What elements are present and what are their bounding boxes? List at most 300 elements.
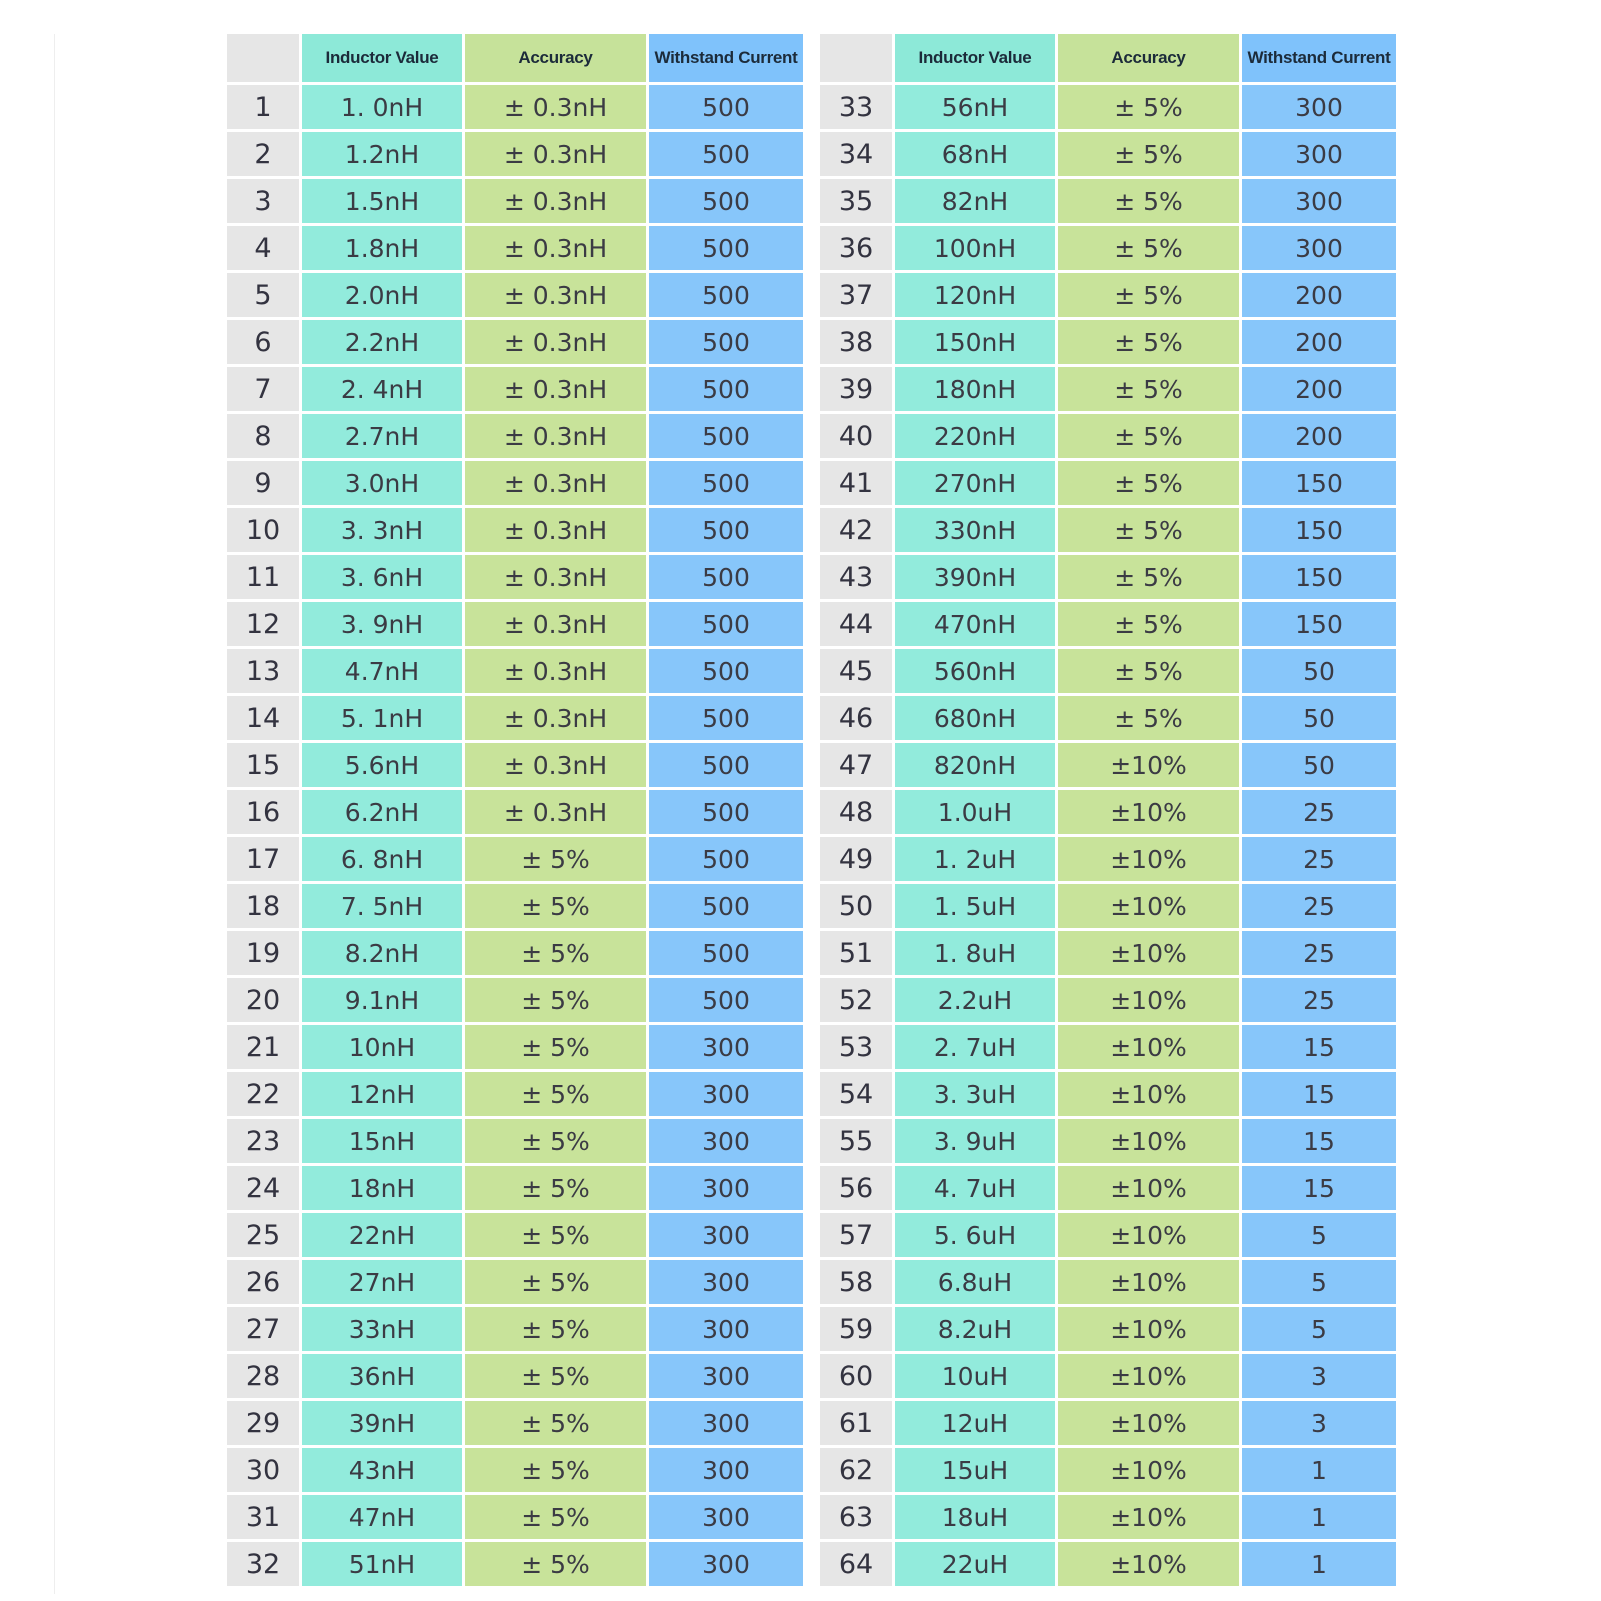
row-index-cell: 47 [820, 743, 892, 790]
inductor-value-cell: 36nH [299, 1354, 462, 1401]
table-row [820, 1448, 1396, 1495]
withstand-current-cell: 500 [646, 461, 803, 508]
withstand-current-cell: 500 [646, 508, 803, 555]
table-row [820, 320, 1396, 367]
row-index-cell: 1 [227, 85, 299, 132]
withstand-current-cell: 25 [1239, 931, 1396, 978]
row-index-cell: 4 [227, 226, 299, 273]
header-accuracy: Accuracy [1055, 34, 1239, 85]
table-row [820, 1401, 1396, 1448]
header-withstand-current: Withstand Current [646, 34, 803, 85]
accuracy-cell: ±10% [1055, 1354, 1239, 1401]
row-index-cell: 28 [227, 1354, 299, 1401]
table-row [820, 931, 1396, 978]
inductor-value-cell: 1.8nH [299, 226, 462, 273]
withstand-current-cell: 500 [646, 649, 803, 696]
table-row [227, 1213, 803, 1260]
accuracy-cell: ± 5% [1055, 649, 1239, 696]
table-row [227, 414, 803, 461]
row-index-cell: 60 [820, 1354, 892, 1401]
withstand-current-cell: 15 [1239, 1166, 1396, 1213]
row-index-cell: 8 [227, 414, 299, 461]
inductor-value-cell: 1. 8uH [892, 931, 1055, 978]
accuracy-cell: ±10% [1055, 1166, 1239, 1213]
table-row [820, 367, 1396, 414]
table-row [227, 508, 803, 555]
table-body-right [820, 85, 1396, 1589]
withstand-current-cell: 500 [646, 179, 803, 226]
accuracy-cell: ± 5% [462, 1072, 646, 1119]
table-row [820, 743, 1396, 790]
row-index-cell: 24 [227, 1166, 299, 1213]
accuracy-cell: ±10% [1055, 1119, 1239, 1166]
row-index-cell: 32 [227, 1542, 299, 1589]
inductor-value-cell: 3. 3nH [299, 508, 462, 555]
withstand-current-cell: 3 [1239, 1354, 1396, 1401]
withstand-current-cell: 5 [1239, 1213, 1396, 1260]
row-index-cell: 25 [227, 1213, 299, 1260]
withstand-current-cell: 500 [646, 931, 803, 978]
table-row [820, 1542, 1396, 1589]
table-row [227, 1166, 803, 1213]
withstand-current-cell: 25 [1239, 790, 1396, 837]
inductor-value-cell: 15uH [892, 1448, 1055, 1495]
withstand-current-cell: 15 [1239, 1119, 1396, 1166]
row-index-cell: 5 [227, 273, 299, 320]
header-inductor-value: Inductor Value [299, 34, 462, 85]
inductor-value-cell: 43nH [299, 1448, 462, 1495]
accuracy-cell: ±10% [1055, 1025, 1239, 1072]
table-row [820, 508, 1396, 555]
table-row [227, 179, 803, 226]
table-row [820, 1260, 1396, 1307]
accuracy-cell: ± 5% [462, 884, 646, 931]
table-row [820, 461, 1396, 508]
table-row [227, 696, 803, 743]
withstand-current-cell: 500 [646, 743, 803, 790]
inductor-value-cell: 2.7nH [299, 414, 462, 461]
inductor-value-cell: 5. 1nH [299, 696, 462, 743]
row-index-cell: 27 [227, 1307, 299, 1354]
inductor-value-cell: 220nH [892, 414, 1055, 461]
accuracy-cell: ± 0.3nH [462, 461, 646, 508]
row-index-cell: 15 [227, 743, 299, 790]
row-index-cell: 37 [820, 273, 892, 320]
withstand-current-cell: 1 [1239, 1542, 1396, 1589]
table-row [820, 555, 1396, 602]
withstand-current-cell: 15 [1239, 1072, 1396, 1119]
table-header-row [227, 34, 803, 85]
table-row [820, 790, 1396, 837]
row-index-cell: 20 [227, 978, 299, 1025]
withstand-current-cell: 1 [1239, 1448, 1396, 1495]
table-row [227, 743, 803, 790]
row-index-cell: 19 [227, 931, 299, 978]
row-index-cell: 35 [820, 179, 892, 226]
table-row [227, 884, 803, 931]
accuracy-cell: ± 5% [462, 1119, 646, 1166]
row-index-cell: 2 [227, 132, 299, 179]
table-row [227, 1495, 803, 1542]
row-index-cell: 45 [820, 649, 892, 696]
withstand-current-cell: 500 [646, 320, 803, 367]
row-index-cell: 55 [820, 1119, 892, 1166]
row-index-cell: 39 [820, 367, 892, 414]
table-row [227, 367, 803, 414]
table-row [227, 85, 803, 132]
row-index-cell: 57 [820, 1213, 892, 1260]
row-index-cell: 30 [227, 1448, 299, 1495]
inductor-value-cell: 12nH [299, 1072, 462, 1119]
row-index-cell: 59 [820, 1307, 892, 1354]
table-row [227, 649, 803, 696]
row-index-cell: 9 [227, 461, 299, 508]
table-row [227, 837, 803, 884]
accuracy-cell: ± 0.3nH [462, 743, 646, 790]
withstand-current-cell: 15 [1239, 1025, 1396, 1072]
inductor-value-cell: 27nH [299, 1260, 462, 1307]
accuracy-cell: ± 5% [1055, 508, 1239, 555]
row-index-cell: 12 [227, 602, 299, 649]
accuracy-cell: ± 5% [1055, 461, 1239, 508]
row-index-cell: 49 [820, 837, 892, 884]
row-index-cell: 64 [820, 1542, 892, 1589]
accuracy-cell: ±10% [1055, 1495, 1239, 1542]
accuracy-cell: ± 5% [462, 1401, 646, 1448]
inductor-value-cell: 39nH [299, 1401, 462, 1448]
withstand-current-cell: 50 [1239, 696, 1396, 743]
accuracy-cell: ± 0.3nH [462, 320, 646, 367]
row-index-cell: 23 [227, 1119, 299, 1166]
inductor-value-cell: 5. 6uH [892, 1213, 1055, 1260]
inductor-table-right [820, 34, 1396, 1589]
table-row [820, 226, 1396, 273]
inductor-value-cell: 51nH [299, 1542, 462, 1589]
accuracy-cell: ± 0.3nH [462, 602, 646, 649]
withstand-current-cell: 300 [646, 1213, 803, 1260]
row-index-cell: 63 [820, 1495, 892, 1542]
table-row [227, 978, 803, 1025]
accuracy-cell: ± 0.3nH [462, 508, 646, 555]
row-index-cell: 36 [820, 226, 892, 273]
accuracy-cell: ± 5% [462, 1260, 646, 1307]
withstand-current-cell: 500 [646, 414, 803, 461]
row-index-cell: 10 [227, 508, 299, 555]
inductor-value-cell: 10uH [892, 1354, 1055, 1401]
withstand-current-cell: 500 [646, 367, 803, 414]
accuracy-cell: ±10% [1055, 743, 1239, 790]
accuracy-cell: ± 5% [1055, 132, 1239, 179]
withstand-current-cell: 3 [1239, 1401, 1396, 1448]
accuracy-cell: ±10% [1055, 1072, 1239, 1119]
accuracy-cell: ± 0.3nH [462, 696, 646, 743]
accuracy-cell: ± 0.3nH [462, 790, 646, 837]
table-row [820, 978, 1396, 1025]
table-row [227, 1401, 803, 1448]
inductor-value-cell: 4.7nH [299, 649, 462, 696]
accuracy-cell: ± 5% [462, 1166, 646, 1213]
accuracy-cell: ±10% [1055, 1260, 1239, 1307]
inductor-value-cell: 9.1nH [299, 978, 462, 1025]
row-index-cell: 29 [227, 1401, 299, 1448]
withstand-current-cell: 500 [646, 555, 803, 602]
inductor-value-cell: 15nH [299, 1119, 462, 1166]
table-row [227, 1354, 803, 1401]
inductor-value-cell: 68nH [892, 132, 1055, 179]
inductor-value-cell: 22nH [299, 1213, 462, 1260]
table-row [227, 1072, 803, 1119]
accuracy-cell: ± 5% [1055, 85, 1239, 132]
table-row [227, 273, 803, 320]
withstand-current-cell: 200 [1239, 320, 1396, 367]
accuracy-cell: ± 5% [1055, 320, 1239, 367]
row-index-cell: 42 [820, 508, 892, 555]
header-inductor-value: Inductor Value [892, 34, 1055, 85]
withstand-current-cell: 300 [646, 1025, 803, 1072]
withstand-current-cell: 25 [1239, 837, 1396, 884]
table-row [227, 132, 803, 179]
withstand-current-cell: 25 [1239, 884, 1396, 931]
accuracy-cell: ± 5% [462, 837, 646, 884]
accuracy-cell: ± 5% [462, 1025, 646, 1072]
row-index-cell: 31 [227, 1495, 299, 1542]
table-row [227, 226, 803, 273]
accuracy-cell: ± 5% [462, 978, 646, 1025]
withstand-current-cell: 500 [646, 978, 803, 1025]
accuracy-cell: ± 5% [462, 1213, 646, 1260]
withstand-current-cell: 500 [646, 790, 803, 837]
inductor-value-cell: 2. 7uH [892, 1025, 1055, 1072]
withstand-current-cell: 500 [646, 85, 803, 132]
withstand-current-cell: 50 [1239, 743, 1396, 790]
withstand-current-cell: 300 [1239, 85, 1396, 132]
table-row [820, 273, 1396, 320]
withstand-current-cell: 500 [646, 132, 803, 179]
row-index-cell: 43 [820, 555, 892, 602]
row-index-cell: 44 [820, 602, 892, 649]
inductor-value-cell: 10nH [299, 1025, 462, 1072]
table-row [820, 85, 1396, 132]
accuracy-cell: ± 5% [1055, 414, 1239, 461]
withstand-current-cell: 500 [646, 273, 803, 320]
table-row [227, 1542, 803, 1589]
row-index-cell: 53 [820, 1025, 892, 1072]
table-row [820, 1307, 1396, 1354]
inductor-value-cell: 4. 7uH [892, 1166, 1055, 1213]
row-index-cell: 40 [820, 414, 892, 461]
withstand-current-cell: 200 [1239, 414, 1396, 461]
withstand-current-cell: 500 [646, 884, 803, 931]
row-index-cell: 54 [820, 1072, 892, 1119]
withstand-current-cell: 50 [1239, 649, 1396, 696]
inductor-value-cell: 100nH [892, 226, 1055, 273]
withstand-current-cell: 300 [646, 1354, 803, 1401]
withstand-current-cell: 25 [1239, 978, 1396, 1025]
table-row [227, 1260, 803, 1307]
accuracy-cell: ±10% [1055, 837, 1239, 884]
withstand-current-cell: 500 [646, 837, 803, 884]
withstand-current-cell: 300 [646, 1448, 803, 1495]
table-row [820, 1072, 1396, 1119]
withstand-current-cell: 300 [646, 1260, 803, 1307]
accuracy-cell: ± 5% [462, 1448, 646, 1495]
inductor-value-cell: 180nH [892, 367, 1055, 414]
inductor-value-cell: 2.2nH [299, 320, 462, 367]
inductor-value-cell: 8.2nH [299, 931, 462, 978]
inductor-value-cell: 270nH [892, 461, 1055, 508]
table-row [820, 602, 1396, 649]
table-row [820, 1354, 1396, 1401]
table-row [820, 1166, 1396, 1213]
header-index [227, 34, 299, 85]
inductor-value-cell: 47nH [299, 1495, 462, 1542]
accuracy-cell: ±10% [1055, 1307, 1239, 1354]
row-index-cell: 34 [820, 132, 892, 179]
accuracy-cell: ±10% [1055, 884, 1239, 931]
inductor-value-cell: 82nH [892, 179, 1055, 226]
accuracy-cell: ± 5% [1055, 367, 1239, 414]
withstand-current-cell: 300 [1239, 179, 1396, 226]
withstand-current-cell: 150 [1239, 508, 1396, 555]
table-row [227, 320, 803, 367]
inductor-value-cell: 330nH [892, 508, 1055, 555]
accuracy-cell: ± 0.3nH [462, 179, 646, 226]
inductor-value-cell: 22uH [892, 1542, 1055, 1589]
table-row [820, 179, 1396, 226]
table-row [820, 1025, 1396, 1072]
inductor-value-cell: 1. 2uH [892, 837, 1055, 884]
inductor-value-cell: 470nH [892, 602, 1055, 649]
accuracy-cell: ± 0.3nH [462, 226, 646, 273]
inductor-value-cell: 120nH [892, 273, 1055, 320]
withstand-current-cell: 300 [646, 1072, 803, 1119]
withstand-current-cell: 300 [1239, 226, 1396, 273]
accuracy-cell: ± 5% [462, 1495, 646, 1542]
inductor-value-cell: 3. 9nH [299, 602, 462, 649]
inductor-value-cell: 150nH [892, 320, 1055, 367]
table-row [820, 649, 1396, 696]
table-row [820, 837, 1396, 884]
row-index-cell: 56 [820, 1166, 892, 1213]
table-row [820, 1213, 1396, 1260]
header-withstand-current: Withstand Current [1239, 34, 1396, 85]
accuracy-cell: ± 5% [462, 931, 646, 978]
withstand-current-cell: 300 [646, 1166, 803, 1213]
inductor-value-cell: 6.2nH [299, 790, 462, 837]
inductor-value-cell: 6.8uH [892, 1260, 1055, 1307]
table-row [227, 1307, 803, 1354]
table-row [820, 696, 1396, 743]
row-index-cell: 33 [820, 85, 892, 132]
accuracy-cell: ±10% [1055, 1542, 1239, 1589]
table-row [820, 1119, 1396, 1166]
row-index-cell: 7 [227, 367, 299, 414]
inductor-value-cell: 1.2nH [299, 132, 462, 179]
accuracy-cell: ±10% [1055, 978, 1239, 1025]
row-index-cell: 46 [820, 696, 892, 743]
inductor-table-left [227, 34, 803, 1589]
row-index-cell: 3 [227, 179, 299, 226]
withstand-current-cell: 5 [1239, 1307, 1396, 1354]
inductor-value-cell: 3. 9uH [892, 1119, 1055, 1166]
accuracy-cell: ± 0.3nH [462, 273, 646, 320]
inductor-value-cell: 7. 5nH [299, 884, 462, 931]
inductor-value-cell: 3.0nH [299, 461, 462, 508]
accuracy-cell: ±10% [1055, 1401, 1239, 1448]
withstand-current-cell: 300 [646, 1401, 803, 1448]
withstand-current-cell: 500 [646, 602, 803, 649]
accuracy-cell: ± 5% [462, 1354, 646, 1401]
inductor-value-cell: 2. 4nH [299, 367, 462, 414]
table-row [227, 461, 803, 508]
row-index-cell: 11 [227, 555, 299, 602]
withstand-current-cell: 150 [1239, 602, 1396, 649]
header-accuracy: Accuracy [462, 34, 646, 85]
withstand-current-cell: 150 [1239, 461, 1396, 508]
inductor-value-cell: 3. 3uH [892, 1072, 1055, 1119]
inductor-value-cell: 390nH [892, 555, 1055, 602]
inductor-value-cell: 1. 5uH [892, 884, 1055, 931]
accuracy-cell: ± 5% [462, 1307, 646, 1354]
accuracy-cell: ± 5% [1055, 696, 1239, 743]
table-row [227, 602, 803, 649]
accuracy-cell: ± 5% [1055, 602, 1239, 649]
accuracy-cell: ± 5% [1055, 273, 1239, 320]
inductor-value-cell: 6. 8nH [299, 837, 462, 884]
inductor-value-cell: 8.2uH [892, 1307, 1055, 1354]
inductor-value-cell: 18nH [299, 1166, 462, 1213]
row-index-cell: 62 [820, 1448, 892, 1495]
table-header-row [820, 34, 1396, 85]
inductor-value-cell: 1.5nH [299, 179, 462, 226]
table-row [820, 884, 1396, 931]
table-row [227, 1119, 803, 1166]
withstand-current-cell: 1 [1239, 1495, 1396, 1542]
withstand-current-cell: 300 [646, 1495, 803, 1542]
table-row [820, 1495, 1396, 1542]
header-index [820, 34, 892, 85]
accuracy-cell: ±10% [1055, 1448, 1239, 1495]
row-index-cell: 48 [820, 790, 892, 837]
inductor-value-cell: 2.2uH [892, 978, 1055, 1025]
inductor-value-cell: 1. 0nH [299, 85, 462, 132]
accuracy-cell: ± 0.3nH [462, 132, 646, 179]
inductor-value-cell: 56nH [892, 85, 1055, 132]
withstand-current-cell: 300 [646, 1307, 803, 1354]
accuracy-cell: ±10% [1055, 1213, 1239, 1260]
accuracy-cell: ± 0.3nH [462, 367, 646, 414]
table-row [227, 1448, 803, 1495]
row-index-cell: 21 [227, 1025, 299, 1072]
row-index-cell: 13 [227, 649, 299, 696]
row-index-cell: 17 [227, 837, 299, 884]
table-body-left [227, 85, 803, 1589]
row-index-cell: 14 [227, 696, 299, 743]
table-row [227, 1025, 803, 1072]
row-index-cell: 41 [820, 461, 892, 508]
row-index-cell: 61 [820, 1401, 892, 1448]
withstand-current-cell: 150 [1239, 555, 1396, 602]
table-row [820, 414, 1396, 461]
withstand-current-cell: 300 [1239, 132, 1396, 179]
row-index-cell: 6 [227, 320, 299, 367]
table-row [227, 555, 803, 602]
inductor-value-cell: 12uH [892, 1401, 1055, 1448]
table-row [227, 790, 803, 837]
row-index-cell: 22 [227, 1072, 299, 1119]
inductor-value-cell: 680nH [892, 696, 1055, 743]
accuracy-cell: ± 0.3nH [462, 649, 646, 696]
